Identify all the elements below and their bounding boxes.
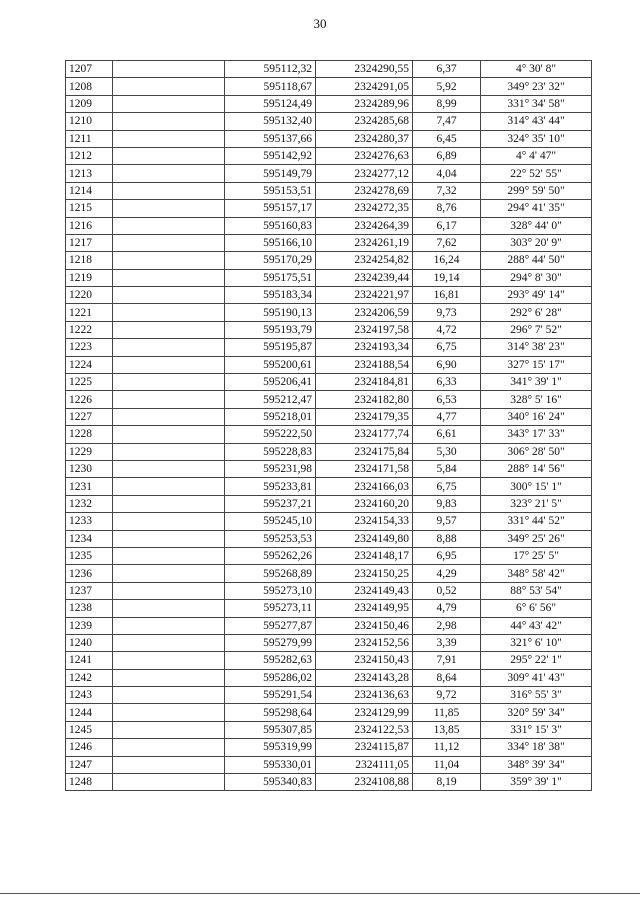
x-coordinate-cell: 595124,49: [225, 95, 316, 112]
point-number-cell: 1227: [66, 408, 113, 425]
table-row: [66, 269, 592, 286]
distance-cell: 8,19: [413, 774, 481, 791]
table-row: [66, 374, 592, 391]
x-coordinate-cell: 595190,13: [225, 304, 316, 321]
blank-cell: [113, 426, 225, 443]
distance-cell: 6,17: [413, 217, 481, 234]
y-coordinate-cell: 2324280,37: [316, 130, 413, 147]
distance-cell: 9,72: [413, 687, 481, 704]
distance-cell: 11,85: [413, 704, 481, 721]
point-number-cell: 1232: [66, 495, 113, 512]
blank-cell: [113, 321, 225, 338]
angle-cell: 4° 30' 8": [481, 61, 592, 78]
distance-cell: 6,53: [413, 391, 481, 408]
x-coordinate-cell: 595118,67: [225, 78, 316, 95]
point-number-cell: 1248: [66, 774, 113, 791]
y-coordinate-cell: 2324264,39: [316, 217, 413, 234]
x-coordinate-cell: 595279,99: [225, 634, 316, 651]
distance-cell: 5,84: [413, 460, 481, 477]
distance-cell: 6,37: [413, 61, 481, 78]
table-row: [66, 61, 592, 78]
distance-cell: 4,77: [413, 408, 481, 425]
distance-cell: 7,32: [413, 182, 481, 199]
distance-cell: 5,30: [413, 443, 481, 460]
table-row: [66, 304, 592, 321]
x-coordinate-cell: 595137,66: [225, 130, 316, 147]
blank-cell: [113, 252, 225, 269]
y-coordinate-cell: 2324129,99: [316, 704, 413, 721]
table-row: [66, 200, 592, 217]
blank-cell: [113, 147, 225, 164]
point-number-cell: 1212: [66, 147, 113, 164]
point-number-cell: 1243: [66, 687, 113, 704]
blank-cell: [113, 634, 225, 651]
y-coordinate-cell: 2324148,17: [316, 547, 413, 564]
distance-cell: 4,29: [413, 565, 481, 582]
distance-cell: 11,12: [413, 739, 481, 756]
table-row: [66, 460, 592, 477]
table-row: [66, 356, 592, 373]
distance-cell: 6,33: [413, 374, 481, 391]
x-coordinate-cell: 595170,29: [225, 252, 316, 269]
y-coordinate-cell: 2324122,53: [316, 721, 413, 738]
blank-cell: [113, 391, 225, 408]
y-coordinate-cell: 2324239,44: [316, 269, 413, 286]
angle-cell: 314° 43' 44": [481, 113, 592, 130]
table-row: [66, 339, 592, 356]
x-coordinate-cell: 595291,54: [225, 687, 316, 704]
point-number-cell: 1223: [66, 339, 113, 356]
blank-cell: [113, 652, 225, 669]
y-coordinate-cell: 2324166,03: [316, 478, 413, 495]
distance-cell: 3,39: [413, 634, 481, 651]
y-coordinate-cell: 2324272,35: [316, 200, 413, 217]
blank-cell: [113, 217, 225, 234]
point-number-cell: 1215: [66, 200, 113, 217]
x-coordinate-cell: 595330,01: [225, 756, 316, 773]
table-row: [66, 721, 592, 738]
table-row: [66, 634, 592, 651]
x-coordinate-cell: 595245,10: [225, 513, 316, 530]
point-number-cell: 1230: [66, 460, 113, 477]
page-bottom-rule: [0, 893, 640, 894]
blank-cell: [113, 287, 225, 304]
angle-cell: 331° 44' 52": [481, 513, 592, 530]
angle-cell: 348° 58' 42": [481, 565, 592, 582]
y-coordinate-cell: 2324150,43: [316, 652, 413, 669]
y-coordinate-cell: 2324175,84: [316, 443, 413, 460]
table-row: [66, 774, 592, 791]
y-coordinate-cell: 2324136,63: [316, 687, 413, 704]
point-number-cell: 1226: [66, 391, 113, 408]
y-coordinate-cell: 2324290,55: [316, 61, 413, 78]
coordinates-table-body: [66, 61, 592, 791]
angle-cell: 316° 55' 3": [481, 687, 592, 704]
x-coordinate-cell: 595273,11: [225, 600, 316, 617]
point-number-cell: 1231: [66, 478, 113, 495]
angle-cell: 341° 39' 1": [481, 374, 592, 391]
angle-cell: 340° 16' 24": [481, 408, 592, 425]
distance-cell: 8,76: [413, 200, 481, 217]
y-coordinate-cell: 2324152,56: [316, 634, 413, 651]
angle-cell: 334° 18' 38": [481, 739, 592, 756]
distance-cell: 6,75: [413, 478, 481, 495]
angle-cell: 294° 41' 35": [481, 200, 592, 217]
distance-cell: 4,04: [413, 165, 481, 182]
blank-cell: [113, 269, 225, 286]
point-number-cell: 1228: [66, 426, 113, 443]
y-coordinate-cell: 2324160,20: [316, 495, 413, 512]
point-number-cell: 1222: [66, 321, 113, 338]
angle-cell: 349° 25' 26": [481, 530, 592, 547]
point-number-cell: 1224: [66, 356, 113, 373]
distance-cell: 9,57: [413, 513, 481, 530]
blank-cell: [113, 234, 225, 251]
point-number-cell: 1235: [66, 547, 113, 564]
point-number-cell: 1208: [66, 78, 113, 95]
y-coordinate-cell: 2324193,34: [316, 339, 413, 356]
angle-cell: 22° 52' 55": [481, 165, 592, 182]
table-row: [66, 704, 592, 721]
blank-cell: [113, 443, 225, 460]
blank-cell: [113, 478, 225, 495]
y-coordinate-cell: 2324254,82: [316, 252, 413, 269]
x-coordinate-cell: 595253,53: [225, 530, 316, 547]
point-number-cell: 1246: [66, 739, 113, 756]
table-row: [66, 495, 592, 512]
angle-cell: 299° 59' 50": [481, 182, 592, 199]
point-number-cell: 1221: [66, 304, 113, 321]
angle-cell: 296° 7' 52": [481, 321, 592, 338]
table-row: [66, 287, 592, 304]
point-number-cell: 1211: [66, 130, 113, 147]
x-coordinate-cell: 595132,40: [225, 113, 316, 130]
distance-cell: 6,45: [413, 130, 481, 147]
x-coordinate-cell: 595228,83: [225, 443, 316, 460]
point-number-cell: 1245: [66, 721, 113, 738]
y-coordinate-cell: 2324289,96: [316, 95, 413, 112]
y-coordinate-cell: 2324184,81: [316, 374, 413, 391]
angle-cell: 331° 15' 3": [481, 721, 592, 738]
x-coordinate-cell: 595200,61: [225, 356, 316, 373]
coordinates-table: [65, 60, 592, 791]
blank-cell: [113, 495, 225, 512]
distance-cell: 0,52: [413, 582, 481, 599]
angle-cell: 294° 8' 30": [481, 269, 592, 286]
point-number-cell: 1219: [66, 269, 113, 286]
distance-cell: 16,24: [413, 252, 481, 269]
table-row: [66, 478, 592, 495]
x-coordinate-cell: 595340,83: [225, 774, 316, 791]
y-coordinate-cell: 2324197,58: [316, 321, 413, 338]
distance-cell: 9,83: [413, 495, 481, 512]
x-coordinate-cell: 595218,01: [225, 408, 316, 425]
y-coordinate-cell: 2324171,58: [316, 460, 413, 477]
angle-cell: 6° 6' 56": [481, 600, 592, 617]
y-coordinate-cell: 2324278,69: [316, 182, 413, 199]
point-number-cell: 1209: [66, 95, 113, 112]
table-row: [66, 95, 592, 112]
x-coordinate-cell: 595282,63: [225, 652, 316, 669]
angle-cell: 300° 15' 1": [481, 478, 592, 495]
x-coordinate-cell: 595160,83: [225, 217, 316, 234]
x-coordinate-cell: 595206,41: [225, 374, 316, 391]
angle-cell: 349° 23' 32": [481, 78, 592, 95]
distance-cell: 6,95: [413, 547, 481, 564]
angle-cell: 44° 43' 42": [481, 617, 592, 634]
table-row: [66, 391, 592, 408]
distance-cell: 8,88: [413, 530, 481, 547]
distance-cell: 6,61: [413, 426, 481, 443]
table-row: [66, 130, 592, 147]
y-coordinate-cell: 2324154,33: [316, 513, 413, 530]
point-number-cell: 1241: [66, 652, 113, 669]
y-coordinate-cell: 2324115,87: [316, 739, 413, 756]
x-coordinate-cell: 595193,79: [225, 321, 316, 338]
blank-cell: [113, 130, 225, 147]
blank-cell: [113, 547, 225, 564]
table-row: [66, 252, 592, 269]
table-row: [66, 565, 592, 582]
x-coordinate-cell: 595298,64: [225, 704, 316, 721]
point-number-cell: 1213: [66, 165, 113, 182]
y-coordinate-cell: 2324149,95: [316, 600, 413, 617]
y-coordinate-cell: 2324291,05: [316, 78, 413, 95]
y-coordinate-cell: 2324276,63: [316, 147, 413, 164]
blank-cell: [113, 530, 225, 547]
x-coordinate-cell: 595222,50: [225, 426, 316, 443]
blank-cell: [113, 356, 225, 373]
distance-cell: 19,14: [413, 269, 481, 286]
distance-cell: 9,73: [413, 304, 481, 321]
blank-cell: [113, 756, 225, 773]
table-row: [66, 147, 592, 164]
blank-cell: [113, 600, 225, 617]
x-coordinate-cell: 595277,87: [225, 617, 316, 634]
y-coordinate-cell: 2324149,43: [316, 582, 413, 599]
distance-cell: 4,79: [413, 600, 481, 617]
angle-cell: 288° 44' 50": [481, 252, 592, 269]
blank-cell: [113, 78, 225, 95]
table-row: [66, 617, 592, 634]
table-row: [66, 652, 592, 669]
y-coordinate-cell: 2324285,68: [316, 113, 413, 130]
angle-cell: 309° 41' 43": [481, 669, 592, 686]
blank-cell: [113, 669, 225, 686]
y-coordinate-cell: 2324108,88: [316, 774, 413, 791]
point-number-cell: 1220: [66, 287, 113, 304]
blank-cell: [113, 408, 225, 425]
blank-cell: [113, 200, 225, 217]
point-number-cell: 1237: [66, 582, 113, 599]
y-coordinate-cell: 2324206,59: [316, 304, 413, 321]
x-coordinate-cell: 595231,98: [225, 460, 316, 477]
blank-cell: [113, 113, 225, 130]
table-row: [66, 513, 592, 530]
distance-cell: 13,85: [413, 721, 481, 738]
point-number-cell: 1236: [66, 565, 113, 582]
x-coordinate-cell: 595157,17: [225, 200, 316, 217]
angle-cell: 359° 39' 1": [481, 774, 592, 791]
x-coordinate-cell: 595175,51: [225, 269, 316, 286]
x-coordinate-cell: 595166,10: [225, 234, 316, 251]
table-row: [66, 321, 592, 338]
distance-cell: 2,98: [413, 617, 481, 634]
table-row: [66, 426, 592, 443]
blank-cell: [113, 182, 225, 199]
point-number-cell: 1218: [66, 252, 113, 269]
table-row: [66, 582, 592, 599]
y-coordinate-cell: 2324179,35: [316, 408, 413, 425]
table-row: [66, 113, 592, 130]
angle-cell: 328° 5' 16": [481, 391, 592, 408]
angle-cell: 314° 38' 23": [481, 339, 592, 356]
point-number-cell: 1244: [66, 704, 113, 721]
table-row: [66, 687, 592, 704]
table-row: [66, 408, 592, 425]
blank-cell: [113, 304, 225, 321]
distance-cell: 8,99: [413, 95, 481, 112]
blank-cell: [113, 704, 225, 721]
blank-cell: [113, 513, 225, 530]
distance-cell: 7,62: [413, 234, 481, 251]
point-number-cell: 1216: [66, 217, 113, 234]
point-number-cell: 1242: [66, 669, 113, 686]
point-number-cell: 1234: [66, 530, 113, 547]
angle-cell: 4° 4' 47": [481, 147, 592, 164]
blank-cell: [113, 374, 225, 391]
angle-cell: 328° 44' 0": [481, 217, 592, 234]
angle-cell: 17° 25' 5": [481, 547, 592, 564]
table-row: [66, 165, 592, 182]
blank-cell: [113, 565, 225, 582]
table-row: [66, 217, 592, 234]
distance-cell: 6,75: [413, 339, 481, 356]
point-number-cell: 1233: [66, 513, 113, 530]
angle-cell: 303° 20' 9": [481, 234, 592, 251]
angle-cell: 295° 22' 1": [481, 652, 592, 669]
table-row: [66, 182, 592, 199]
point-number-cell: 1239: [66, 617, 113, 634]
angle-cell: 348° 39' 34": [481, 756, 592, 773]
table-row: [66, 756, 592, 773]
blank-cell: [113, 739, 225, 756]
table-row: [66, 530, 592, 547]
distance-cell: 11,04: [413, 756, 481, 773]
table-row: [66, 443, 592, 460]
blank-cell: [113, 721, 225, 738]
blank-cell: [113, 61, 225, 78]
table-row: [66, 600, 592, 617]
point-number-cell: 1210: [66, 113, 113, 130]
y-coordinate-cell: 2324261,19: [316, 234, 413, 251]
y-coordinate-cell: 2324143,28: [316, 669, 413, 686]
y-coordinate-cell: 2324149,80: [316, 530, 413, 547]
point-number-cell: 1247: [66, 756, 113, 773]
y-coordinate-cell: 2324177,74: [316, 426, 413, 443]
angle-cell: 292° 6' 28": [481, 304, 592, 321]
angle-cell: 343° 17' 33": [481, 426, 592, 443]
x-coordinate-cell: 595262,26: [225, 547, 316, 564]
point-number-cell: 1238: [66, 600, 113, 617]
y-coordinate-cell: 2324182,80: [316, 391, 413, 408]
distance-cell: 4,72: [413, 321, 481, 338]
x-coordinate-cell: 595233,81: [225, 478, 316, 495]
table-row: [66, 547, 592, 564]
distance-cell: 7,47: [413, 113, 481, 130]
point-number-cell: 1214: [66, 182, 113, 199]
point-number-cell: 1225: [66, 374, 113, 391]
blank-cell: [113, 687, 225, 704]
blank-cell: [113, 339, 225, 356]
angle-cell: 320° 59' 34": [481, 704, 592, 721]
x-coordinate-cell: 595268,89: [225, 565, 316, 582]
y-coordinate-cell: 2324188,54: [316, 356, 413, 373]
table-row: [66, 78, 592, 95]
angle-cell: 321° 6' 10": [481, 634, 592, 651]
x-coordinate-cell: 595273,10: [225, 582, 316, 599]
y-coordinate-cell: 2324277,12: [316, 165, 413, 182]
table-row: [66, 739, 592, 756]
x-coordinate-cell: 595319,99: [225, 739, 316, 756]
x-coordinate-cell: 595195,87: [225, 339, 316, 356]
point-number-cell: 1217: [66, 234, 113, 251]
distance-cell: 16,81: [413, 287, 481, 304]
distance-cell: 6,89: [413, 147, 481, 164]
angle-cell: 323° 21' 5": [481, 495, 592, 512]
distance-cell: 6,90: [413, 356, 481, 373]
x-coordinate-cell: 595153,51: [225, 182, 316, 199]
angle-cell: 293° 49' 14": [481, 287, 592, 304]
x-coordinate-cell: 595112,32: [225, 61, 316, 78]
distance-cell: 7,91: [413, 652, 481, 669]
x-coordinate-cell: 595142,92: [225, 147, 316, 164]
angle-cell: 306° 28' 50": [481, 443, 592, 460]
blank-cell: [113, 165, 225, 182]
y-coordinate-cell: 2324221,97: [316, 287, 413, 304]
x-coordinate-cell: 595307,85: [225, 721, 316, 738]
distance-cell: 8,64: [413, 669, 481, 686]
distance-cell: 5,92: [413, 78, 481, 95]
table-row: [66, 234, 592, 251]
y-coordinate-cell: 2324150,25: [316, 565, 413, 582]
point-number-cell: 1229: [66, 443, 113, 460]
angle-cell: 331° 34' 58": [481, 95, 592, 112]
y-coordinate-cell: 2324150,46: [316, 617, 413, 634]
angle-cell: 288° 14' 56": [481, 460, 592, 477]
blank-cell: [113, 460, 225, 477]
x-coordinate-cell: 595183,34: [225, 287, 316, 304]
point-number-cell: 1240: [66, 634, 113, 651]
table-row: [66, 669, 592, 686]
blank-cell: [113, 582, 225, 599]
angle-cell: 324° 35' 10": [481, 130, 592, 147]
x-coordinate-cell: 595286,02: [225, 669, 316, 686]
angle-cell: 327° 15' 17": [481, 356, 592, 373]
point-number-cell: 1207: [66, 61, 113, 78]
blank-cell: [113, 774, 225, 791]
blank-cell: [113, 95, 225, 112]
blank-cell: [113, 617, 225, 634]
y-coordinate-cell: 2324111,05: [316, 756, 413, 773]
x-coordinate-cell: 595212,47: [225, 391, 316, 408]
x-coordinate-cell: 595237,21: [225, 495, 316, 512]
x-coordinate-cell: 595149,79: [225, 165, 316, 182]
angle-cell: 88° 53' 54": [481, 582, 592, 599]
page-number: 30: [313, 16, 327, 31]
